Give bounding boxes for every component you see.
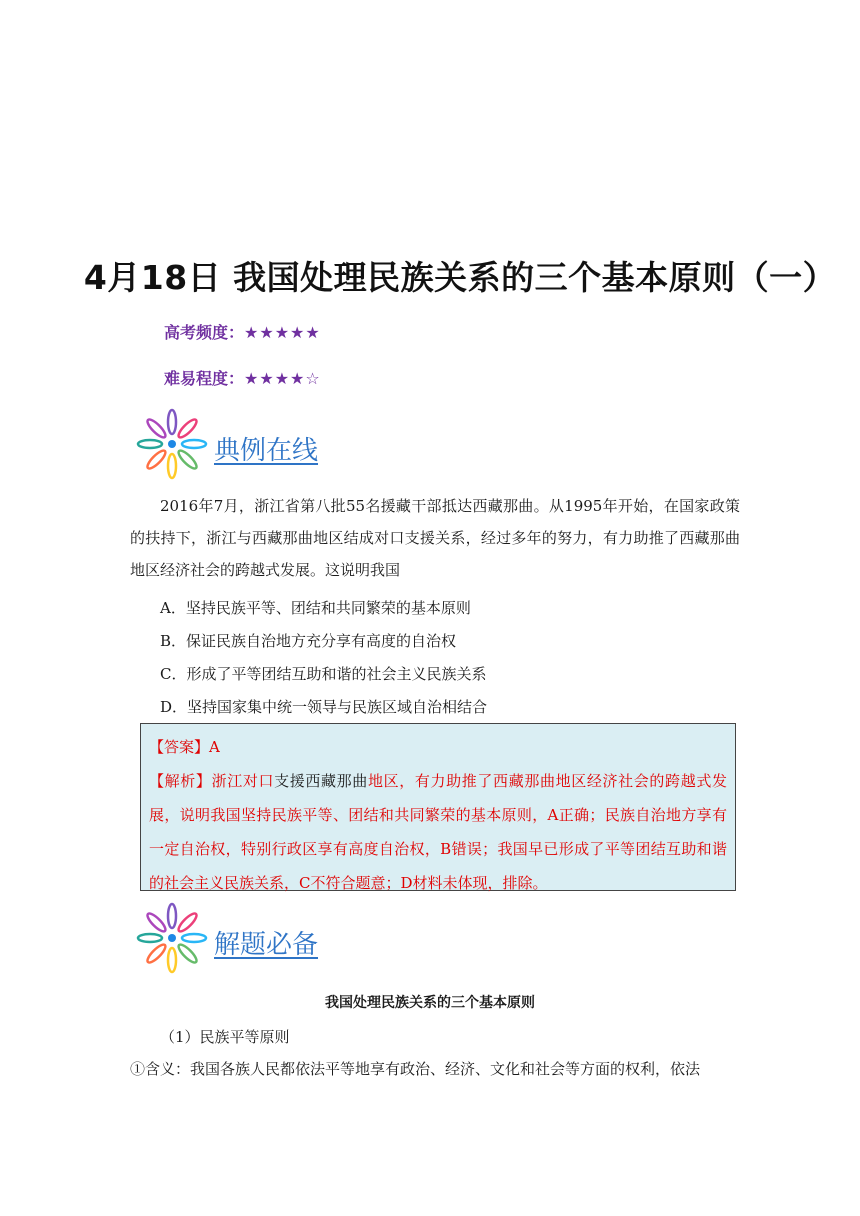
essentials-heading: 我国处理民族关系的三个基本原则 (325, 995, 535, 1011)
difficulty-label: 难易程度： (164, 369, 245, 388)
section-essentials-title: 解题必备 (214, 930, 319, 960)
option-b: B．保证民族自治地方充分享有高度的自治权 (160, 632, 457, 650)
analysis-label: 【解析】 (149, 772, 212, 790)
analysis-text (149, 764, 727, 900)
flower-logo-icon (130, 898, 214, 978)
option-d: D．坚持国家集中统一领导与民族区域自治相结合 (160, 698, 488, 716)
essentials-point-1: （1）民族平等原则 (160, 1028, 290, 1046)
page-title: 4月18日 我国处理民族关系的三个基本原则（一） (83, 258, 837, 297)
analysis-red-2: 地区，有力助推了西藏那曲地区经济社会的跨越式发展，说明我国坚持民族平等、团结和共同繁荣的基本原则，A正确；民族自治地方享有一定自治权，特别行政区享有高度自治权，B错误；我国早已形成了平等团结互助和谐的社会主义民族关系，C不符合题意；D材料未体现，排除。 (149, 772, 727, 892)
section-example-header (130, 404, 390, 484)
essentials-point-1-detail: ①含义：我国各族人民都依法平等地享有政治、经济、文化和社会等方面的权利，依法 (130, 1060, 701, 1078)
option-a: A．坚持民族平等、团结和共同繁荣的基本原则 (160, 599, 471, 617)
difficulty-level (164, 366, 321, 389)
question-stem: 2016年7月，浙江省第八批55名援藏干部抵达西藏那曲。从1995年开始，在国家政策的扶持下，浙江与西藏那曲地区结成对口支援关系，经过多年的努力，有力助推了西藏那曲地区经济社会的跨越式发展。这说明我国 (130, 497, 740, 579)
answer-box (140, 723, 736, 891)
flower-logo-icon (130, 404, 214, 484)
frequency-stars: ★★★★★ (244, 323, 321, 342)
analysis-black-1: 支援西藏那曲 (274, 772, 368, 790)
difficulty-stars: ★★★★☆ (244, 369, 321, 388)
section-example-title: 典例在线 (214, 436, 319, 466)
section-essentials-header (130, 898, 390, 978)
option-c: C．形成了平等团结互助和谐的社会主义民族关系 (160, 665, 487, 683)
exam-frequency (164, 320, 321, 343)
frequency-label: 高考频度： (164, 323, 245, 342)
answer-line: 【答案】A (149, 738, 220, 756)
analysis-red-1: 浙江对口 (211, 772, 275, 790)
